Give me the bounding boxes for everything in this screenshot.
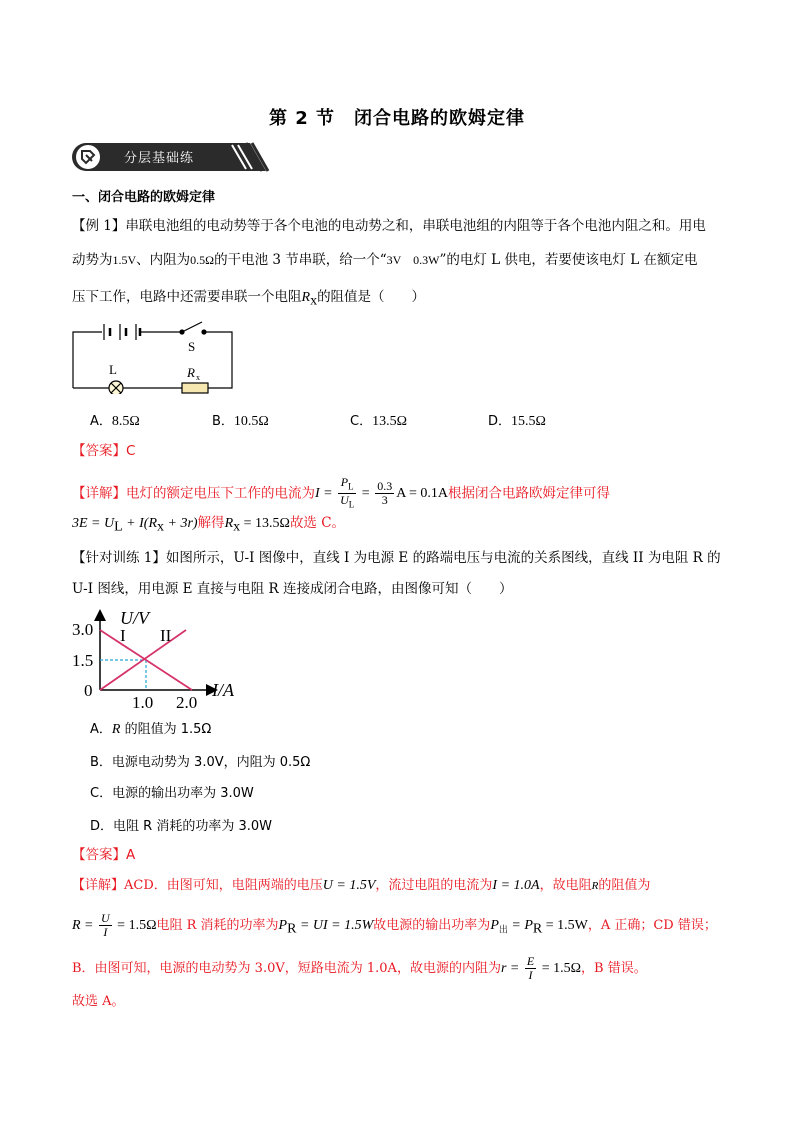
train1-conclusion: 故选 A。 <box>72 994 125 1009</box>
train1-line1 <box>72 548 721 568</box>
circuit-diagram <box>70 318 236 394</box>
ex1-answer <box>72 441 135 461</box>
section-heading: 一、闭合电路的欧姆定律 <box>72 190 216 205</box>
train1-option-b[interactable]: B．电源电动势为 3.0V，内阻为 0.5Ω <box>90 755 311 770</box>
ex1-lamp: 3V 0.3W <box>386 253 440 267</box>
train1-line2 <box>72 579 513 599</box>
ex1-line2 <box>72 250 697 270</box>
train1-detail-line2: R = $\frac{U}{I}$ = 1.5Ω电阻 R 消耗的功率为$P_R$ = UI = 1.5W故电源的输出功率为$P_出 = P_R = 1.5W$，A 正确；CD 错误； <box>72 911 717 939</box>
switch-label: S <box>188 339 196 354</box>
detail-tag: 【详解】 <box>72 485 126 502</box>
ylabel: U/V <box>120 608 149 628</box>
ex1-rx-sub: x <box>310 293 318 309</box>
ytick-0: 0 <box>84 681 93 700</box>
detail-text: ACD．由图可知，电阻两端的电压 <box>124 878 323 893</box>
resistor-label: R <box>187 365 195 380</box>
ex1-text2b: 、内阻为 <box>136 252 191 268</box>
answer-value: A <box>126 847 136 863</box>
train1-tag: 【针对训练 1】 <box>72 550 166 566</box>
ytick-1-5: 1.5 <box>72 651 94 670</box>
ex1-detail-line2: $3E = U_L + I(R_x + 3r)$解得$R_x = 13.5\Omega$故选 C。 <box>72 515 346 535</box>
detail-text: 电灯的额定电压下工作的电流为 <box>126 485 315 502</box>
train1-detail-line1: 【详解】ACD．由图可知，电阻两端的电压U = 1.5V，流过电阻的电流为I = 1.0A，故电阻R的阻值为 <box>72 878 651 893</box>
xtick-1: 1.0 <box>132 693 154 712</box>
train1-text2: U-I 图线，用电源 E 直接与电阻 R 连接成闭合电路，由图像可知（ ） <box>72 581 513 597</box>
ex1-emf: 1.5V <box>112 253 137 267</box>
answer-tag: 【答案】 <box>72 847 126 863</box>
ex1-text2c: 的干电池 3 节串联，给一个“ <box>214 252 387 268</box>
banner-label: 分层基础练 <box>124 151 195 166</box>
train1-text1: 如图所示，U-I 图像中，直线 I 为电源 E 的路端电压与电流的关系图线，直线 II 为电阻 R 的 <box>165 550 721 566</box>
ex1-line1 <box>72 216 706 236</box>
ex1-tag: 【例 1】 <box>72 218 126 234</box>
detail-solve: 解得 <box>197 515 225 531</box>
xtick-2: 2.0 <box>176 693 198 712</box>
ex1-option-b[interactable]: B．10.5Ω <box>212 414 269 429</box>
ex1-text2d: ”的电灯 L 供电，若要使该电灯 L 在额定电 <box>439 252 698 268</box>
formula-part: 3E = U <box>72 516 115 531</box>
resistor-sub: x <box>196 373 200 382</box>
detail-text-b: 根据闭合电路欧姆定律可得 <box>448 485 611 502</box>
ex1-option-d[interactable]: D．15.5Ω <box>488 414 546 429</box>
ex1-text3b: 的阻值是（ ） <box>317 289 426 305</box>
ex1-rx: R <box>301 290 311 305</box>
page-title: 第 2 节 闭合电路的欧姆定律 <box>268 108 526 129</box>
ex1-option-c[interactable]: C．13.5Ω <box>350 414 407 429</box>
train1-detail-line3: B．由图可知，电源的电动势为 3.0V，短路电流为 1.0A，故电源的内阻为r = $\frac{E}{I}$ = 1.5Ω，B 错误。 <box>72 954 647 982</box>
ex1-formula1: I = $\frac{P_L}{U_L}$ = $\frac{0.3}{3}$ A = 0.1A <box>315 475 449 510</box>
xlabel: I/A <box>212 680 234 700</box>
ex1-detail-line1 <box>72 476 610 512</box>
ex1-text1: 串联电池组的电动势等于各个电池的电动势之和，串联电池组的内阻等于各个电池内阻之和。用电 <box>125 218 706 234</box>
ex1-option-a[interactable]: A．8.5Ω <box>90 414 140 429</box>
ex1-text2a: 动势为 <box>72 252 113 268</box>
ex1-line3 <box>72 287 425 312</box>
ui-graph <box>70 604 270 712</box>
train1-option-d[interactable]: D．电阻 R 消耗的功率为 3.0W <box>90 819 272 834</box>
train1-option-c[interactable]: C．电源的输出功率为 3.0W <box>90 786 254 801</box>
train1-answer <box>72 845 135 865</box>
lamp-label: L <box>109 362 117 377</box>
detail-tag: 【详解】 <box>72 878 125 893</box>
answer-value: C <box>126 443 136 459</box>
detail-choose: 故选 C。 <box>289 515 346 531</box>
line-II-label: II <box>160 626 172 645</box>
train1-option-a[interactable]: A．R 的阻值为 1.5Ω <box>90 722 212 737</box>
answer-tag: 【答案】 <box>72 443 126 459</box>
line-I-label: I <box>120 626 126 645</box>
ytick-3: 3.0 <box>72 620 94 639</box>
ex1-r: 0.5Ω <box>190 253 215 267</box>
ex1-text3a: 压下工作，电路中还需要串联一个电阻 <box>72 289 302 305</box>
